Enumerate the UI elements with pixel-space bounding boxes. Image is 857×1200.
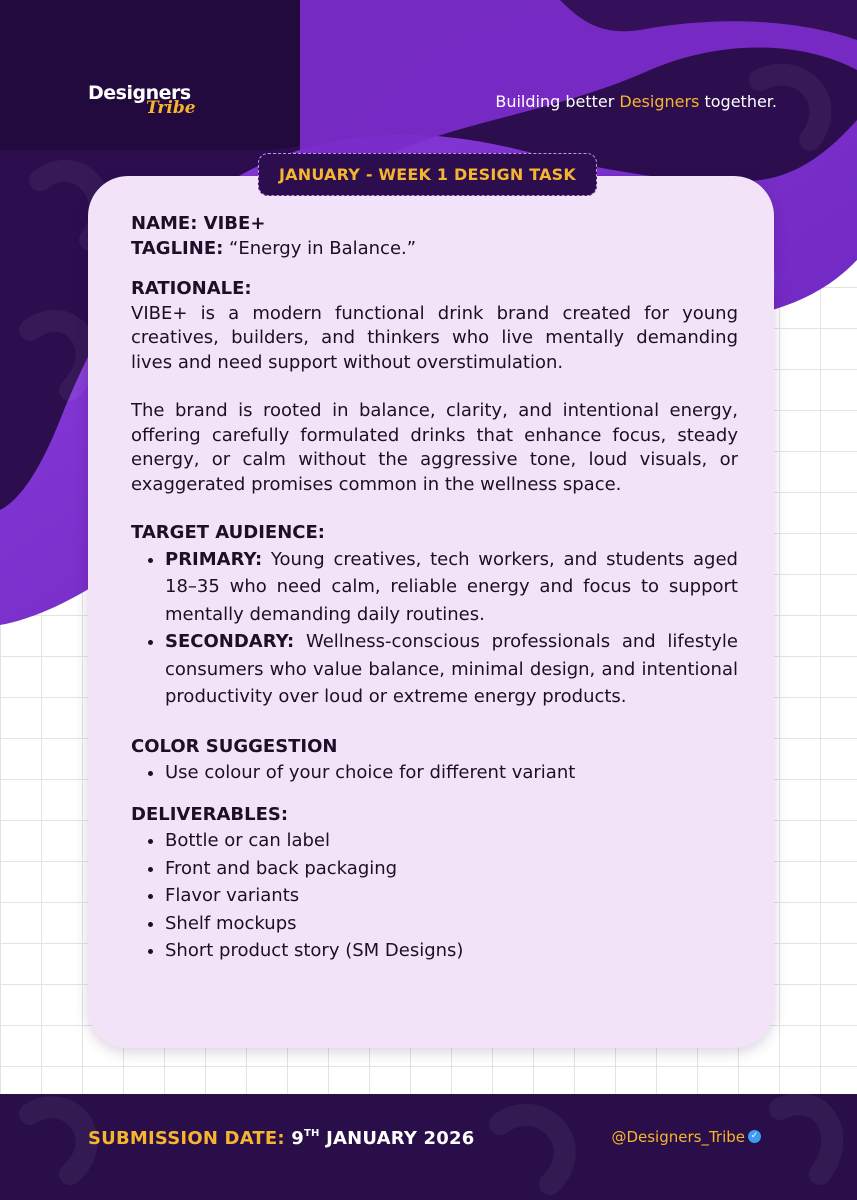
slogan-text: Building better (495, 92, 620, 111)
rationale-heading: RATIONALE: (131, 278, 252, 299)
deliverables-heading: DELIVERABLES: (131, 803, 289, 825)
tagline-label: TAGLINE: (131, 237, 224, 259)
audience-label: PRIMARY: (165, 548, 263, 570)
audience-item (165, 546, 738, 629)
deliverable-item: • Shelf mockups (165, 910, 738, 938)
deliverables-section (131, 803, 738, 965)
verified-check-icon: ✓ (748, 1130, 761, 1143)
audience-label: SECONDARY: (165, 631, 295, 652)
deliverables-list (131, 827, 738, 965)
brand-name (131, 212, 738, 237)
color-heading: COLOR SUGGESTION (131, 735, 338, 757)
submission-month-year: JANUARY 2026 (319, 1128, 475, 1149)
logo-wordmark: Designers (88, 82, 191, 104)
color-item: • Use colour of your choice for different variant (165, 759, 738, 787)
submission-date (88, 1128, 474, 1149)
brief-content (131, 212, 738, 965)
deliverable-item: • Bottle or can label (165, 827, 738, 855)
audience-text: Young creatives, tech workers, and students aged 18–35 who need calm, reliable energy and focus to support mentally demanding daily routines. (165, 548, 738, 625)
task-label-badge: JANUARY - WEEK 1 DESIGN TASK (258, 153, 597, 196)
audience-text: Wellness-conscious professionals and lifestyle consumers who value balance, minimal design, and intentional productivity over loud or extreme energy products. (165, 631, 738, 707)
color-section (131, 735, 738, 787)
submission-label: SUBMISSION DATE: (88, 1128, 285, 1149)
name-value: VIBE+ (197, 213, 266, 234)
deliverable-item: • Front and back packaging (165, 855, 738, 883)
slogan-text-end: together. (699, 92, 777, 111)
rationale-paragraph: The brand is rooted in balance, clarity, and intentional energy, offering carefully formulated drinks that enhance focus, steady energy, or calm without the aggressive tone, loud visuals, or exaggerated promises common in the wellness space. (131, 400, 738, 495)
slogan (495, 92, 777, 111)
submission-day-suffix: TH (304, 1128, 320, 1139)
deliverable-item: • Flavor variants (165, 882, 738, 910)
footer-bar (0, 1094, 857, 1200)
submission-value (291, 1128, 474, 1149)
rationale-paragraph: VIBE+ is a modern functional drink brand created for young creatives, builders, and thinkers who live mentally demanding lives and need support without overstimulation. (131, 302, 738, 373)
tagline (131, 237, 738, 262)
logo-script: Tribe (146, 98, 196, 118)
name-label: NAME: (131, 213, 198, 234)
designers-tribe-logo (88, 78, 228, 128)
audience-section (131, 521, 738, 711)
rationale-section (131, 277, 738, 497)
audience-heading: TARGET AUDIENCE: (131, 522, 325, 543)
social-handle[interactable]: @Designers_Tribe (611, 1128, 745, 1146)
tagline-value: “Energy in Balance.” (223, 237, 417, 259)
slogan-accent: Designers (619, 92, 700, 111)
deliverable-item: • Short product story (SM Designs) (165, 937, 738, 965)
audience-item (165, 628, 738, 711)
color-list (131, 759, 738, 787)
submission-day: 9 (291, 1128, 305, 1149)
audience-list (131, 546, 738, 711)
